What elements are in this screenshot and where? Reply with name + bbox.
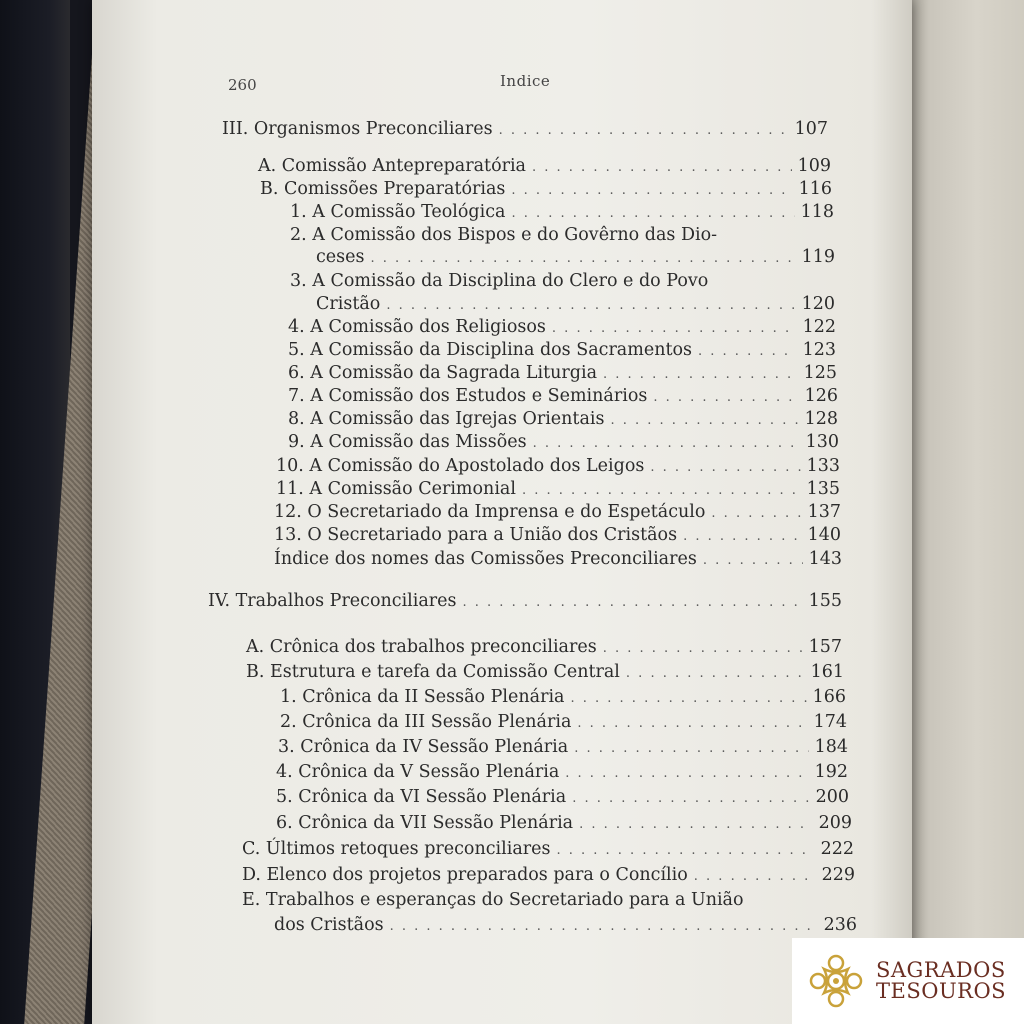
toc-entry-label: 6. Crônica da VII Sessão Plenária bbox=[276, 813, 574, 833]
toc-leader bbox=[711, 503, 801, 525]
toc-entry bbox=[316, 246, 835, 270]
toc-entry-label: 1. A Comissão Teológica bbox=[290, 202, 506, 222]
toc-entry bbox=[258, 155, 831, 179]
toc-leader bbox=[572, 788, 809, 810]
toc-leader bbox=[552, 318, 797, 340]
toc-entry bbox=[274, 914, 857, 938]
toc-entry bbox=[288, 385, 838, 409]
toc-leader bbox=[603, 364, 798, 386]
toc-entry-label: 11. A Comissão Cerimonial bbox=[276, 479, 516, 499]
toc-entry-label: 1. Crônica da II Sessão Plenária bbox=[280, 687, 565, 707]
toc-entry-label: Índice dos nomes das Comissões Preconciliares bbox=[274, 549, 697, 569]
toc-entry bbox=[288, 362, 837, 386]
toc-entry-label: 2. A Comissão dos Bispos e do Govêrno das Dio- bbox=[290, 225, 718, 245]
toc-leader bbox=[574, 738, 808, 760]
toc-entry-label: 3. Crônica da IV Sessão Plenária bbox=[278, 737, 569, 757]
toc-entry-page: 222 bbox=[820, 839, 854, 859]
toc-entry bbox=[276, 761, 848, 785]
toc-entry-page: 209 bbox=[818, 813, 852, 833]
toc-entry-page: 122 bbox=[802, 317, 836, 337]
toc-entry-label: 13. O Secretariado para a União dos Cristãos bbox=[274, 525, 678, 545]
toc-entry-label: IV. Trabalhos Preconciliares bbox=[208, 591, 457, 611]
toc-entry bbox=[316, 293, 835, 317]
toc-leader bbox=[556, 840, 814, 862]
toc-leader bbox=[511, 180, 792, 202]
toc-entry bbox=[246, 661, 844, 685]
toc-leader bbox=[386, 295, 795, 317]
toc-entry-label: 8. A Comissão das Igrejas Orientais bbox=[288, 409, 605, 429]
toc-entry bbox=[278, 736, 848, 760]
toc-entry bbox=[246, 636, 842, 660]
toc-entry-page: 130 bbox=[805, 432, 839, 452]
toc-entry-page: 157 bbox=[808, 637, 842, 657]
watermark-logo bbox=[792, 938, 1024, 1024]
toc-entry-label: 4. Crônica da V Sessão Plenária bbox=[276, 762, 560, 782]
toc-entry-page: 143 bbox=[808, 549, 842, 569]
toc-entry-label: 12. O Secretariado da Imprensa e do Espetáculo bbox=[274, 502, 706, 522]
toc-entry-label: 6. A Comissão da Sagrada Liturgia bbox=[288, 363, 598, 383]
toc-entry-page: 116 bbox=[798, 179, 832, 199]
toc-entry-label: B. Comissões Preparatórias bbox=[260, 179, 506, 199]
toc-entry-page: 137 bbox=[807, 502, 841, 522]
toc-entry bbox=[274, 548, 842, 572]
toc-entry-label: A. Crônica dos trabalhos preconciliares bbox=[246, 637, 597, 657]
toc-entry-page: 107 bbox=[794, 119, 828, 139]
ornament-icon bbox=[804, 949, 868, 1013]
watermark-line-1: SAGRADOS bbox=[876, 958, 1006, 982]
toc-leader bbox=[650, 457, 800, 479]
toc-entry-page: 119 bbox=[801, 247, 835, 267]
toc-entry-page: 174 bbox=[813, 712, 847, 732]
toc-leader bbox=[626, 663, 805, 685]
watermark-text bbox=[876, 960, 1006, 1002]
toc-entry-label: 5. Crônica da VI Sessão Plenária bbox=[276, 787, 567, 807]
toc-leader bbox=[390, 916, 818, 938]
toc-leader bbox=[522, 480, 801, 502]
toc-entry-page: 161 bbox=[810, 662, 844, 682]
toc-entry-label: C. Últimos retoques preconciliares bbox=[242, 839, 551, 859]
toc-entry-page: 125 bbox=[803, 363, 837, 383]
toc-entry bbox=[280, 686, 846, 710]
toc-entry bbox=[274, 524, 841, 548]
toc-entry-continuation: ceses bbox=[316, 247, 365, 267]
toc-entry-page: 236 bbox=[823, 915, 857, 935]
toc-entry-page: 123 bbox=[802, 340, 836, 360]
toc-leader bbox=[577, 713, 807, 735]
toc-leader bbox=[533, 433, 800, 455]
toc-leader bbox=[463, 592, 803, 614]
toc-entry-label: A. Comissão Antepreparatória bbox=[258, 156, 526, 176]
toc-leader bbox=[579, 814, 812, 836]
toc-leader bbox=[565, 763, 808, 785]
toc-leader bbox=[370, 248, 795, 270]
toc-leader bbox=[703, 550, 803, 572]
toc-entry-page: 229 bbox=[821, 865, 855, 885]
toc-entry bbox=[290, 201, 834, 225]
toc-entry-label: 3. A Comissão da Disciplina do Clero e do Povo bbox=[290, 271, 709, 291]
toc-entry bbox=[242, 838, 854, 862]
toc-entry bbox=[276, 478, 840, 502]
toc-entry-page: 126 bbox=[804, 386, 838, 406]
toc-entry-label: 9. A Comissão das Missões bbox=[288, 432, 527, 452]
toc-entry bbox=[280, 711, 847, 735]
toc-entry bbox=[242, 864, 855, 888]
toc-entry-page: 118 bbox=[800, 202, 834, 222]
toc-entry-page: 184 bbox=[814, 737, 848, 757]
toc-entry-page: 140 bbox=[807, 525, 841, 545]
toc-entry bbox=[288, 316, 836, 340]
toc-entry-page: 128 bbox=[804, 409, 838, 429]
toc-entry-page: 192 bbox=[814, 762, 848, 782]
toc-entry-label: 2. Crônica da III Sessão Plenária bbox=[280, 712, 572, 732]
toc-leader bbox=[603, 638, 803, 660]
toc-entry bbox=[260, 178, 832, 202]
toc-leader bbox=[499, 120, 789, 142]
toc-leader bbox=[694, 866, 816, 888]
toc-entry-label: 5. A Comissão da Disciplina dos Sacramentos bbox=[288, 340, 693, 360]
toc-entry bbox=[276, 786, 849, 810]
toc-leader bbox=[653, 387, 798, 409]
toc-entry bbox=[274, 501, 841, 525]
page-number: 260 bbox=[228, 76, 257, 94]
toc-entry-label: 7. A Comissão dos Estudos e Seminários bbox=[288, 386, 648, 406]
toc-entry-label: D. Elenco dos projetos preparados para o Concílio bbox=[242, 865, 688, 885]
toc-entry-page: 135 bbox=[806, 479, 840, 499]
toc-entry bbox=[276, 455, 840, 479]
toc-entry bbox=[208, 590, 842, 614]
toc-entry-label: B. Estrutura e tarefa da Comissão Central bbox=[246, 662, 620, 682]
toc-entry bbox=[288, 339, 836, 363]
toc-entry-page: 133 bbox=[806, 456, 840, 476]
toc-entry-page: 120 bbox=[801, 294, 835, 314]
toc-entry-continuation: dos Cristãos bbox=[274, 915, 384, 935]
toc-entry-page: 109 bbox=[797, 156, 831, 176]
toc-entry-page: 200 bbox=[815, 787, 849, 807]
toc-leader bbox=[532, 157, 792, 179]
toc-leader bbox=[683, 526, 802, 548]
toc-entry-page: 155 bbox=[808, 591, 842, 611]
running-header: Indice bbox=[500, 72, 551, 90]
toc-entry bbox=[288, 408, 838, 432]
toc-entry bbox=[222, 118, 828, 142]
toc-entry-label: 4. A Comissão dos Religiosos bbox=[288, 317, 546, 337]
toc-entry-label: III. Organismos Preconciliares bbox=[222, 119, 493, 139]
toc-entry bbox=[276, 812, 852, 836]
toc-leader bbox=[610, 410, 798, 432]
toc-entry-continuation: Cristão bbox=[316, 294, 381, 314]
watermark-line-2: TESOUROS bbox=[876, 979, 1007, 1003]
toc-leader bbox=[511, 203, 794, 225]
toc-leader bbox=[570, 688, 806, 710]
toc-entry-page: 166 bbox=[812, 687, 846, 707]
toc-entry-label: 10. A Comissão do Apostolado dos Leigos bbox=[276, 456, 645, 476]
toc-leader bbox=[698, 341, 797, 363]
toc-entry-label: E. Trabalhos e esperanças do Secretariado para a União bbox=[242, 890, 744, 910]
toc-entry bbox=[288, 431, 839, 455]
